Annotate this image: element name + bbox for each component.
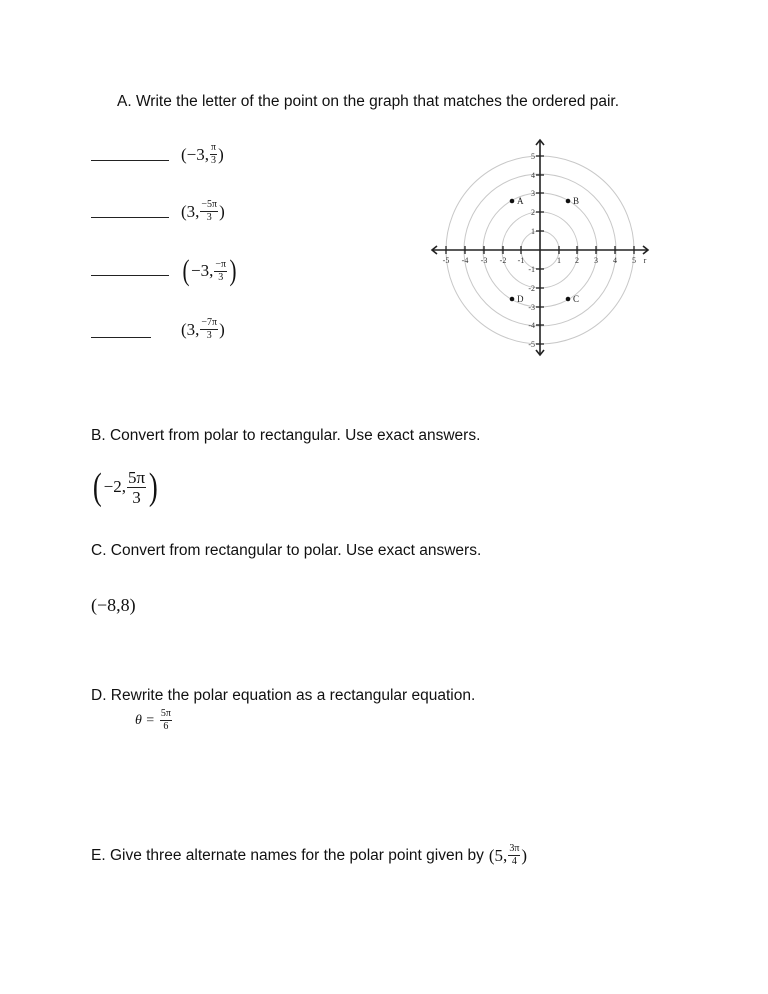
svg-text:4: 4 xyxy=(531,171,535,180)
point-c xyxy=(566,294,579,304)
angle-num: −5π xyxy=(201,199,218,210)
angle-num: π xyxy=(211,142,217,153)
angle-num: 3π xyxy=(509,843,520,854)
svg-text:5: 5 xyxy=(632,256,636,265)
point-a xyxy=(510,196,524,206)
polar-graph xyxy=(420,130,660,365)
point-r: (5, xyxy=(488,845,508,865)
rhs-num: 5π xyxy=(160,708,171,719)
point-angle xyxy=(508,844,520,867)
svg-text:-1: -1 xyxy=(517,256,525,265)
comma: , xyxy=(209,261,214,280)
svg-text:A: A xyxy=(517,196,524,206)
close-paren: ) xyxy=(219,319,225,339)
svg-text:-3: -3 xyxy=(480,256,488,265)
ordered-pair-2 xyxy=(181,200,225,223)
comma: , xyxy=(204,144,210,164)
svg-text:4: 4 xyxy=(613,256,617,265)
svg-text:B: B xyxy=(573,196,580,206)
angle-num: 5π xyxy=(128,467,146,487)
svg-text:3: 3 xyxy=(594,256,598,265)
ordered-pair-3 xyxy=(181,256,238,286)
rhs-den: 6 xyxy=(163,721,169,732)
open-paren: ( xyxy=(181,319,187,339)
pair-angle xyxy=(200,200,218,223)
equation-rhs xyxy=(160,709,172,732)
close-paren: ) xyxy=(521,845,528,865)
close-paren: ) xyxy=(219,201,225,221)
svg-text:-5: -5 xyxy=(528,340,535,349)
svg-text:D: D xyxy=(517,294,524,304)
answer-blank-3[interactable] xyxy=(91,275,169,276)
equation-lhs: θ = xyxy=(135,712,155,728)
section-a-heading: A. Write the letter of the point on the graph that matches the ordered pair. xyxy=(117,93,620,110)
angle-den: 3 xyxy=(206,330,212,341)
svg-text:-1: -1 xyxy=(528,265,535,274)
angle-den: 3 xyxy=(206,212,212,223)
svg-text:-4: -4 xyxy=(461,256,469,265)
ordered-pair-4 xyxy=(181,318,225,341)
answer-blank-2[interactable] xyxy=(91,217,169,218)
point-b xyxy=(566,196,579,206)
pair-r: 3 xyxy=(186,201,196,221)
svg-text:-3: -3 xyxy=(528,303,535,312)
open-paren: ( xyxy=(181,201,187,221)
angle-num: −7π xyxy=(201,317,218,328)
answer-blank-1[interactable] xyxy=(91,160,169,161)
angle-den: 3 xyxy=(132,487,141,507)
answer-blank-4[interactable] xyxy=(91,337,151,338)
close-paren: ) xyxy=(148,466,158,508)
svg-text:5: 5 xyxy=(531,152,535,161)
x-tick-labels xyxy=(443,256,647,265)
point-r: −2, xyxy=(103,477,126,496)
angle-den: 3 xyxy=(218,271,224,283)
svg-text:1: 1 xyxy=(531,227,535,236)
open-paren: ( xyxy=(182,254,190,287)
svg-text:-2: -2 xyxy=(528,284,535,293)
section-b-point xyxy=(91,468,160,506)
svg-text:-4: -4 xyxy=(528,321,535,330)
angle-den: 4 xyxy=(511,856,517,867)
comma: , xyxy=(195,201,200,221)
ordered-pair-1 xyxy=(181,143,224,166)
svg-text:2: 2 xyxy=(575,256,579,265)
svg-text:C: C xyxy=(573,294,580,304)
pair-angle xyxy=(210,143,217,166)
pair-angle xyxy=(200,318,218,341)
svg-text:2: 2 xyxy=(531,208,535,217)
section-c-heading: C. Convert from rectangular to polar. Use exact answers. xyxy=(91,542,482,559)
angle-num: −π xyxy=(215,258,227,270)
svg-text:-5: -5 xyxy=(442,256,450,265)
comma: , xyxy=(195,319,200,339)
svg-text:-2: -2 xyxy=(499,256,507,265)
point-angle xyxy=(127,469,146,506)
section-c-point: (−8,8) xyxy=(91,595,136,615)
open-paren: ( xyxy=(92,466,102,508)
close-paren: ) xyxy=(229,254,237,287)
pair-angle xyxy=(214,260,227,283)
point-d xyxy=(510,294,524,304)
section-e xyxy=(91,844,527,867)
section-d-equation xyxy=(135,709,173,732)
pair-r: 3 xyxy=(186,319,196,339)
section-e-point xyxy=(489,844,527,867)
open-paren: ( xyxy=(181,144,187,164)
section-e-heading: E. Give three alternate names for the polar point given by xyxy=(91,846,484,864)
svg-text:3: 3 xyxy=(531,189,535,198)
pair-r: −3 xyxy=(191,261,210,280)
svg-text:r: r xyxy=(643,256,647,265)
section-d-heading: D. Rewrite the polar equation as a rectangular equation. xyxy=(91,687,476,704)
pair-r: −3 xyxy=(186,144,205,164)
svg-text:1: 1 xyxy=(557,256,561,265)
section-b-heading: B. Convert from polar to rectangular. Use exact answers. xyxy=(91,427,481,444)
close-paren: ) xyxy=(218,144,224,164)
angle-den: 3 xyxy=(211,155,217,166)
